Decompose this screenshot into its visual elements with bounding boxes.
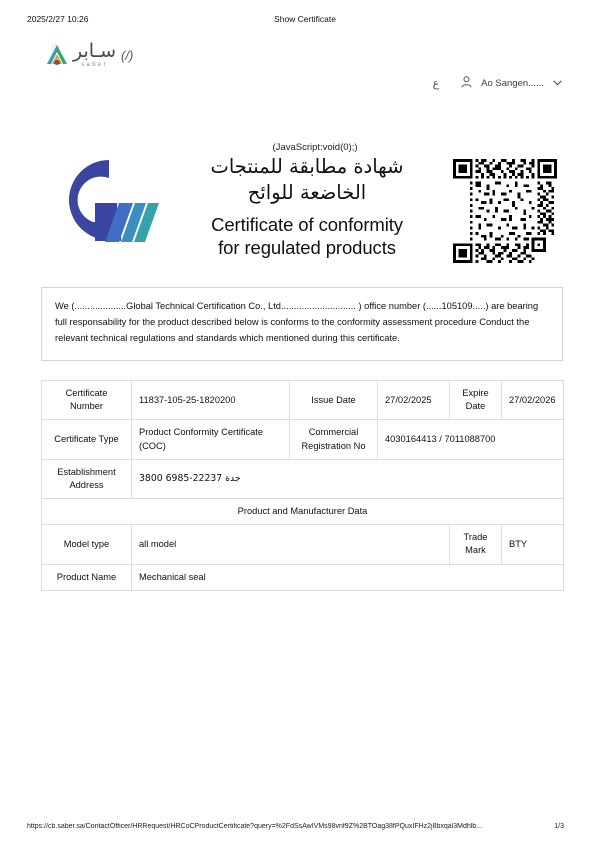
cell-product-section-header: Product and Manufacturer Data: [42, 499, 564, 525]
cell-trade-mark-value: BTY: [502, 525, 564, 564]
header-user-bar: [433, 76, 562, 91]
certificate-title-arabic-line1: شهادة مطابقة للمنتجات: [210, 155, 404, 178]
saber-logo-arabic: سـابر: [73, 40, 117, 62]
saber-logo-english: saber: [81, 62, 108, 68]
cell-commercial-registration-value: 4030164413 / 7011088700: [378, 420, 564, 459]
table-row-establishment-address: [42, 459, 564, 498]
gctc-logo-icon: [47, 150, 165, 262]
person-icon: [461, 76, 472, 91]
certificate-title-arabic: [165, 154, 449, 206]
cell-certificate-type-value: Product Conformity Certificate (COC): [132, 420, 290, 459]
certificate-title-english-line1: Certificate of conformity: [211, 213, 403, 235]
print-footer-url: https://cb.saber.sa/ContactOfficer/HRRequest/HRCoCProductCertificate?query=%2FdSsAwIVMs98vnf9Z%2BTOag38fPQuxIFHz2j8bxqal3Mdhlb...: [27, 823, 483, 830]
cell-model-type-label: Model type: [42, 525, 132, 564]
cell-certificate-number-label: Certificate Number: [42, 380, 132, 419]
cell-trade-mark-label: Trade Mark: [450, 525, 502, 564]
cell-expire-date-value: 27/02/2026: [502, 380, 564, 419]
certificate-qr-code: [453, 159, 557, 263]
certificate-title-arabic-line2: الخاضعة للوائح: [247, 180, 367, 204]
cell-issue-date-label: Issue Date: [290, 380, 378, 419]
print-date: 2025/2/27 10:26: [27, 14, 89, 24]
table-row-model-type: [42, 525, 564, 564]
saber-logo-paren: (/): [121, 47, 134, 63]
table-row-product-name: [42, 564, 564, 590]
cell-certificate-number-value: 11837-105-25-1820200: [132, 380, 290, 419]
cell-establishment-address-label: Establishment Address: [42, 459, 132, 498]
cell-certificate-type-label: Certificate Type: [42, 420, 132, 459]
saber-tent-icon: [44, 42, 70, 68]
javascript-void-text: (JavaScript:void(0);): [272, 142, 358, 153]
table-row-certificate-number: [42, 380, 564, 419]
certificate-title-english: [165, 213, 449, 260]
cell-product-name-label: Product Name: [42, 564, 132, 590]
cell-model-type-value: all model: [132, 525, 450, 564]
user-menu-button[interactable]: [461, 76, 562, 91]
cell-issue-date-value: 27/02/2025: [378, 380, 450, 419]
chevron-down-icon: [553, 78, 562, 89]
print-page-title: Show Certificate: [274, 14, 336, 24]
certificate-titles: [165, 150, 453, 260]
print-header: [0, 14, 610, 28]
certificate-header-row: [41, 150, 563, 268]
cell-product-name-value: Mechanical seal: [132, 564, 564, 590]
saber-wordmark: [73, 42, 116, 68]
print-footer-page: 1/3: [554, 823, 564, 830]
language-toggle-button[interactable]: ع: [432, 77, 440, 90]
certificate-data-table: [41, 380, 564, 591]
declaration-box: We (....................Global Technical Certification Co., Ltd............................. ) office number (......105109.....) are bearing full responsability for the product described below is conforms to the conformity assessment procedure Conduct the relevant technical regulations and standards which mentioned during this certificate.: [41, 287, 563, 361]
cell-establishment-address-value: 3800 6985-22237 جدة: [132, 459, 564, 498]
certificate-title-english-line2: for regulated products: [218, 237, 396, 259]
table-row-product-section-header: [42, 499, 564, 525]
cell-commercial-registration-label: Commercial Registration No: [290, 420, 378, 459]
certificate-body: [41, 150, 563, 591]
user-name-label: Ao Sangen......: [481, 78, 544, 89]
table-row-certificate-type: [42, 420, 564, 459]
site-header: [0, 38, 610, 153]
cell-expire-date-label: Expire Date: [450, 380, 502, 419]
print-footer: [0, 823, 610, 835]
saber-logo[interactable]: [44, 38, 133, 72]
